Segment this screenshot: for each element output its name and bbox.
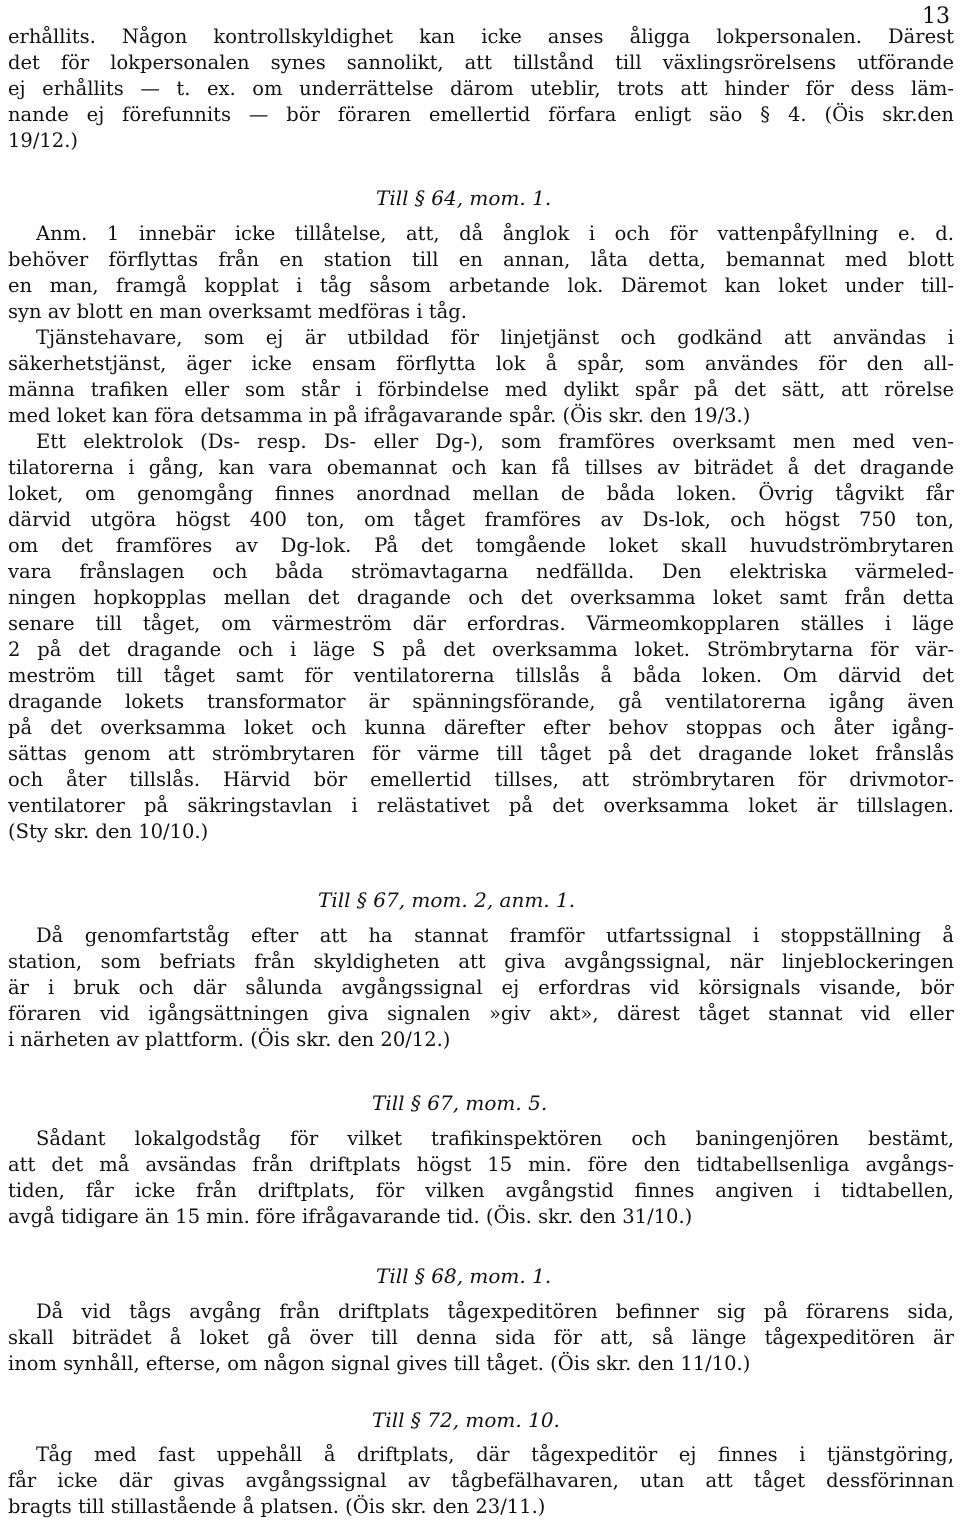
text-line: Tjänstehavare, som ej är utbildad för linjetjänst och godkänd att användas i	[36, 326, 954, 349]
text-line: ningen hopkopplas mellan det dragande och det overksamma loket samt från detta	[8, 586, 954, 609]
text-line: Tåg med fast uppehåll å driftplats, där tågexpeditör ej finnes i tjänstgöring,	[36, 1443, 954, 1466]
section-68-body	[8, 1299, 954, 1377]
text-line: loket, om genomgång finnes anordnad mellan de båda loken. Övrig tågvikt får	[8, 482, 954, 505]
text-line: tiden, får icke från driftplats, för vilken avgångstid finnes angiven i tidtabellen,	[8, 1179, 954, 1202]
text-line: station, som befriats från skyldigheten att giva avgångssignal, när linjeblockeringen	[8, 950, 954, 973]
text-line: ventilatorer på säkringstavlan i relästativet på det overksamma loket är tillslagen.	[8, 794, 954, 817]
text-line: är i bruk och där sålunda avgångssignal ej erfordras vid körsignals visande, bör	[8, 976, 954, 999]
section-heading: Till § 67, mom. 5.	[372, 1091, 548, 1115]
page-number: 13	[922, 4, 950, 29]
text-line: Då vid tågs avgång från driftplats tågexpeditören befinner sig på förarens sida,	[36, 1300, 954, 1323]
section-heading: Till § 68, mom. 1.	[376, 1264, 552, 1288]
text-line: får icke där givas avgångssignal av tågbefälhavaren, utan att tåget dessförinnan	[8, 1469, 954, 1492]
text-line: ej erhållits — t. ex. om underrättelse därom uteblir, trots att hinder för dess läm-	[8, 77, 954, 100]
text-line: och åter tillslås. Härvid bör emellertid tillses, att strömbrytaren för drivmotor-	[8, 768, 954, 791]
text-line: erhållits. Någon kontrollskyldighet kan icke anses åligga lokpersonalen. Därest	[8, 25, 954, 48]
text-line: säkerhetstjänst, äger icke ensam förflytta lok å spår, som användes för den all-	[8, 352, 954, 375]
text-line: med loket kan föra detsamma in på ifrågavarande spår. (Öis skr. den 19/3.)	[8, 404, 751, 427]
text-line: Anm. 1 innebär icke tillåtelse, att, då ånglok i och för vattenpåfyllning e. d.	[36, 222, 954, 245]
text-line: Ett elektrolok (Ds- resp. Ds- eller Dg-), som framföres overksamt men med ven-	[36, 430, 954, 453]
section-heading: Till § 64, mom. 1.	[376, 186, 552, 210]
section-64-body	[8, 221, 954, 845]
text-line: avgå tidigare än 15 min. före ifrågavarande tid. (Öis. skr. den 31/10.)	[8, 1205, 693, 1228]
text-line: inom synhåll, efterse, om någon signal gives till tåget. (Öis skr. den 11/10.)	[8, 1352, 751, 1375]
text-line: det för lokpersonalen synes sannolikt, att tillstånd till växlingsrörelsens utförande	[8, 51, 954, 74]
text-line: skall biträdet å loket gå över till denna sida för att, så länge tågexpeditören är	[8, 1326, 954, 1349]
section-heading: Till § 72, mom. 10.	[372, 1408, 560, 1432]
text-line: dragande lokets transformator är spänningsförande, gå ventilatorerna igång även	[8, 690, 954, 713]
section-72-body	[8, 1442, 954, 1520]
section-67-2-body	[8, 923, 954, 1053]
text-line: att det må avsändas från driftplats högst 15 min. före den tidtabellsenliga avgångs-	[8, 1153, 954, 1176]
text-line: senare till tåget, om värmeström där erfordras. Värmeomkopplaren ställes i läge	[8, 612, 954, 635]
text-line: meström till tåget samt för ventilatorerna tillslås å båda loken. Om därvid det	[8, 664, 954, 687]
intro-paragraph	[8, 24, 954, 154]
text-line: vara frånslagen och båda strömavtagarna nedfällda. Den elektriska värmeled-	[8, 560, 954, 583]
text-line: föraren vid igångsättningen giva signalen »giv akt», därest tåget stannat vid eller	[8, 1002, 954, 1025]
text-line: på det overksamma loket och kunna därefter efter behov stoppas och åter igång-	[8, 716, 954, 739]
text-line: 2 på det dragande och i läge S på det overksamma loket. Strömbrytarna för vär-	[8, 638, 954, 661]
text-line: därvid utgöra högst 400 ton, om tåget framföres av Ds-lok, och högst 750 ton,	[8, 508, 954, 531]
text-line: i närheten av plattform. (Öis skr. den 20/12.)	[8, 1028, 451, 1051]
text-line: tilatorerna i gång, kan vara obemannat och kan få tillses av biträdet å det dragande	[8, 456, 954, 479]
section-67-5-body	[8, 1126, 954, 1230]
section-heading: Till § 67, mom. 2, anm. 1.	[318, 888, 576, 912]
text-line: nande ej förefunnits — bör föraren emellertid förfara enligt säo § 4. (Öis skr.den	[8, 103, 954, 126]
text-line: bragts till stillastående å platsen. (Öis skr. den 23/11.)	[8, 1495, 546, 1518]
document-page	[8, 0, 954, 1525]
text-line: Då genomfartståg efter att ha stannat framför utfartssignal i stoppställning å	[36, 924, 954, 947]
text-line: om det framföres av Dg-lok. På det tomgående loket skall huvudströmbrytaren	[8, 534, 954, 557]
text-line: (Sty skr. den 10/10.)	[8, 820, 209, 843]
text-line: sättas genom att strömbrytaren för värme till tåget på det dragande loket frånslås	[8, 742, 954, 765]
text-line: männa trafiken eller som står i förbindelse med dylikt spår på det sätt, att rörelse	[8, 378, 954, 401]
text-line: syn av blott en man overksamt medföras i tåg.	[8, 300, 467, 323]
text-line: 19/12.)	[8, 129, 79, 152]
text-line: Sådant lokalgodståg för vilket trafikinspektören och baningenjören bestämt,	[36, 1127, 954, 1150]
text-line: behöver förflyttas från en station till en annan, låta detta, bemannat med blott	[8, 248, 954, 271]
text-line: en man, framgå kopplat i tåg såsom arbetande lok. Däremot kan loket under till-	[8, 274, 954, 297]
